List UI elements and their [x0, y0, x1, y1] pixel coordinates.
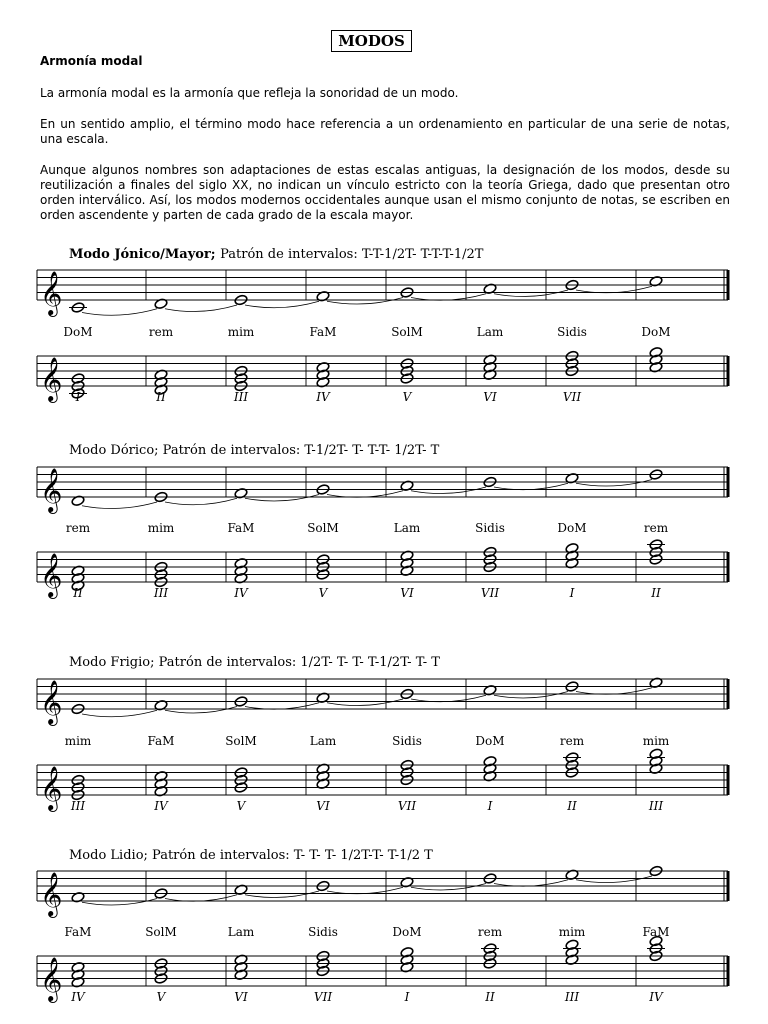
slur	[82, 309, 157, 316]
chord-label: mim	[64, 734, 92, 748]
paragraph-2: En un sentido amplio, el término modo hace referencia a un ordenamiento en particular de una serie de notas, una escala.	[40, 117, 730, 146]
chord-staff	[37, 748, 728, 812]
slur	[576, 286, 652, 293]
paragraph-1: La armonía modal es la armonía que refleja la sonoridad de un modo.	[40, 86, 459, 100]
roman-numeral: IV	[154, 799, 168, 813]
mode-title	[69, 247, 484, 262]
chord-label: rem	[65, 521, 91, 535]
roman-numeral: III	[70, 799, 86, 813]
chord-label: SolM	[307, 521, 339, 535]
roman-numeral: VII	[313, 990, 333, 1004]
slur	[327, 491, 403, 498]
roman-numeral: IV	[316, 390, 330, 404]
roman-numeral: VI	[400, 586, 414, 600]
slur	[245, 301, 319, 308]
slur	[165, 305, 237, 312]
page-title: MODOS	[331, 30, 412, 52]
roman-numeral: VII	[480, 586, 500, 600]
slur	[327, 298, 403, 305]
treble-clef-icon: 𝄞	[40, 957, 63, 1001]
chord-label: Lam	[393, 521, 421, 535]
slur	[245, 703, 319, 710]
slur	[411, 487, 486, 494]
treble-clef-icon: 𝄞	[40, 468, 63, 512]
chord-label: FaM	[147, 734, 175, 748]
chord-staff	[37, 346, 728, 403]
treble-clef-icon: 𝄞	[40, 872, 63, 916]
mode-pattern: Patrón de intervalos: T-1/2T- T- T-T- 1/2T- T	[162, 443, 440, 458]
mode-pattern: Patrón de intervalos: T-T-1/2T- T-T-T-1/2T	[220, 247, 484, 262]
chord-label: DoM	[641, 325, 671, 339]
roman-numeral: V	[236, 799, 246, 813]
slur	[165, 498, 237, 505]
roman-numeral: III	[233, 390, 249, 404]
slur	[245, 891, 319, 898]
chord-label: FaM	[227, 521, 255, 535]
chord-label: FaM	[309, 325, 337, 339]
treble-clef-icon: 𝄞	[40, 271, 63, 315]
roman-numeral: II	[156, 390, 166, 404]
roman-numeral: VI	[316, 799, 330, 813]
scale-staff	[37, 677, 728, 726]
slur	[411, 695, 486, 702]
chord-label: DoM	[63, 325, 93, 339]
chord-label: FaM	[64, 925, 92, 939]
chord-label: rem	[148, 325, 174, 339]
treble-clef-icon: 𝄞	[40, 766, 63, 810]
slur	[576, 480, 652, 487]
chord-label: SolM	[391, 325, 423, 339]
roman-numeral: IV	[71, 990, 85, 1004]
chord-label: rem	[559, 734, 585, 748]
roman-numeral: VI	[483, 390, 497, 404]
treble-clef-icon: 𝄞	[40, 553, 63, 597]
chord-label: Lam	[476, 325, 504, 339]
chord-label: Sidis	[308, 925, 338, 939]
mode-title	[69, 655, 440, 670]
chord-label: Lam	[309, 734, 337, 748]
chord-label: DoM	[392, 925, 422, 939]
scale-staff	[37, 270, 728, 317]
roman-numeral: V	[318, 586, 328, 600]
slur	[494, 483, 568, 490]
mode-pattern: Patrón de intervalos: 1/2T- T- T- T-1/2T- T- T	[158, 655, 440, 670]
roman-numeral: IV	[649, 990, 663, 1004]
section-heading: Armonía modal	[40, 54, 143, 68]
roman-numeral: VI	[234, 990, 248, 1004]
roman-numeral: II	[567, 799, 577, 813]
scale-staff	[37, 467, 728, 514]
chord-label: Sidis	[557, 325, 587, 339]
slur	[411, 884, 486, 891]
roman-numeral: II	[651, 586, 661, 600]
mode-name: Modo Frigio;	[69, 655, 159, 670]
roman-numeral: I	[487, 799, 493, 813]
chord-label: DoM	[475, 734, 505, 748]
chord-label: mim	[642, 734, 670, 748]
chord-label: Sidis	[392, 734, 422, 748]
roman-numeral: III	[153, 586, 169, 600]
slur	[494, 290, 568, 297]
slur	[245, 495, 319, 502]
chord-label: DoM	[557, 521, 587, 535]
roman-numeral: VII	[562, 390, 582, 404]
slur	[327, 699, 403, 706]
slur	[82, 502, 157, 509]
roman-numeral: I	[404, 990, 410, 1004]
mode-title	[69, 848, 433, 863]
roman-numeral: III	[648, 799, 664, 813]
treble-clef-icon: 𝄞	[40, 680, 63, 724]
chord-label: mim	[558, 925, 586, 939]
roman-numeral: V	[402, 390, 412, 404]
chord-label: mim	[227, 325, 255, 339]
scale-staff	[37, 865, 728, 918]
roman-numeral: V	[156, 990, 166, 1004]
slur	[576, 876, 652, 883]
slur	[494, 880, 568, 887]
chord-label: SolM	[225, 734, 257, 748]
roman-numeral: II	[485, 990, 495, 1004]
slur	[411, 294, 486, 301]
slur	[82, 710, 157, 717]
chord-label: rem	[643, 521, 669, 535]
mode-name: Modo Dórico;	[69, 443, 163, 458]
chord-label: Sidis	[475, 521, 505, 535]
treble-clef-icon: 𝄞	[40, 357, 63, 401]
chord-label: Lam	[227, 925, 255, 939]
slur	[327, 887, 403, 894]
roman-numeral: IV	[234, 586, 248, 600]
slur	[576, 688, 652, 695]
chord-staff	[37, 935, 728, 1003]
mode-name: Modo Lidio;	[69, 848, 153, 863]
chord-staff	[37, 539, 728, 599]
chord-label: rem	[477, 925, 503, 939]
mode-title	[69, 443, 440, 458]
mode-name: Modo Jónico/Mayor;	[69, 247, 221, 262]
paragraph-3: Aunque algunos nombres son adaptaciones de estas escalas antiguas, la designación de los modos, desde su reutilización a finales del siglo XX, no indican un vínculo estricto con la teoría Griega, dado que presentan otro orden interválico. Así, los modos modernos occidentales aunque usan el mismo conjunto de notas, se escriben en orden ascendente y parten de cada grado de la escala mayor.	[40, 163, 730, 222]
roman-numeral: I	[569, 586, 575, 600]
chord-label: mim	[147, 521, 175, 535]
chord-label: SolM	[145, 925, 177, 939]
chord-label: FaM	[642, 925, 670, 939]
mode-pattern: Patrón de intervalos: T- T- T- 1/2T-T- T-1/2 T	[152, 848, 433, 863]
roman-numeral: I	[75, 390, 81, 404]
slur	[494, 692, 568, 699]
roman-numeral: II	[73, 586, 83, 600]
roman-numeral: III	[564, 990, 580, 1004]
roman-numeral: VII	[397, 799, 417, 813]
